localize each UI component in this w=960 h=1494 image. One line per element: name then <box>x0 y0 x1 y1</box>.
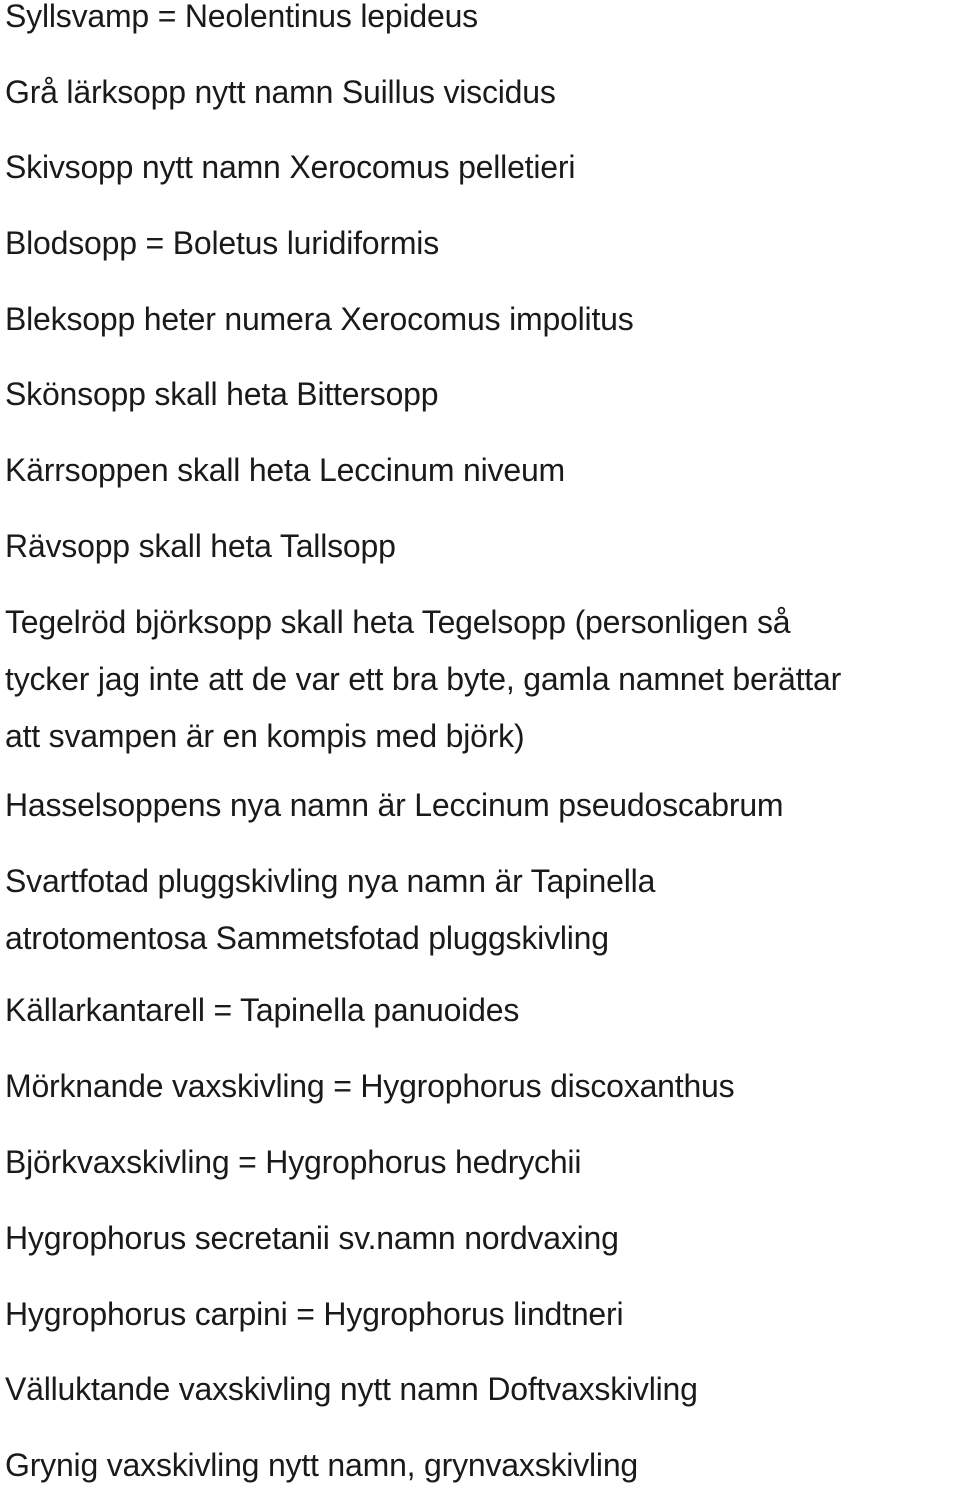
paragraph-skivsopp <box>5 139 575 196</box>
text-line: Grå lärksopp nytt namn Suillus viscidus <box>5 74 556 110</box>
text-line: Blodsopp = Boletus luridiformis <box>5 225 440 261</box>
text-line: Skivsopp nytt namn Xerocomus pelletieri <box>5 149 576 185</box>
paragraph-grynig-vaxskivling <box>5 1437 638 1494</box>
paragraph-kallarkantarell <box>5 982 519 1039</box>
paragraph-tegelrod-bjorksopp <box>5 594 841 765</box>
paragraph-gra-larksopp <box>5 64 556 121</box>
text-line: Rävsopp skall heta Tallsopp <box>5 528 396 564</box>
paragraph-syllsvamp <box>5 0 478 45</box>
paragraph-hasselsoppens <box>5 777 783 834</box>
text-line: att svampen är en kompis med björk) <box>5 718 525 754</box>
text-line: Grynig vaxskivling nytt namn, grynvaxskivling <box>5 1447 639 1483</box>
text-line: tycker jag inte att de var ett bra byte, gamla namnet berättar <box>5 661 842 697</box>
paragraph-bjorkvaxskivling <box>5 1134 581 1191</box>
paragraph-valluktande-vaxskivling <box>5 1361 698 1418</box>
paragraph-skonsopp <box>5 366 438 423</box>
paragraph-karrsoppen <box>5 442 565 499</box>
paragraph-hygrophorus-carpini <box>5 1286 623 1343</box>
text-line: Välluktande vaxskivling nytt namn Doftvaxskivling <box>5 1371 698 1407</box>
text-line: Björkvaxskivling = Hygrophorus hedrychii <box>5 1144 582 1180</box>
text-line: Kärrsoppen skall heta Leccinum niveum <box>5 452 566 488</box>
paragraph-hygrophorus-secretanii <box>5 1210 619 1267</box>
text-line: Syllsvamp = Neolentinus lepideus <box>5 0 478 34</box>
text-line: Hygrophorus carpini = Hygrophorus lindtneri <box>5 1296 624 1332</box>
text-line: atrotomentosa Sammetsfotad pluggskivling <box>5 920 609 956</box>
text-line: Källarkantarell = Tapinella panuoides <box>5 992 520 1028</box>
text-line: Tegelröd björksopp skall heta Tegelsopp (personligen så <box>5 604 791 640</box>
text-line: Bleksopp heter numera Xerocomus impolitus <box>5 301 634 337</box>
text-line: Svartfotad pluggskivling nya namn är Tapinella <box>5 863 656 899</box>
paragraph-bleksopp <box>5 291 634 348</box>
paragraph-blodsopp <box>5 215 439 272</box>
paragraph-morknande-vaxskivling <box>5 1058 734 1115</box>
text-line: Mörknande vaxskivling = Hygrophorus discoxanthus <box>5 1068 735 1104</box>
text-line: Hasselsoppens nya namn är Leccinum pseudoscabrum <box>5 787 784 823</box>
text-line: Skönsopp skall heta Bittersopp <box>5 376 439 412</box>
text-line: Hygrophorus secretanii sv.namn nordvaxing <box>5 1220 619 1256</box>
paragraph-ravsopp <box>5 518 396 575</box>
paragraph-svartfotad-pluggskivling <box>5 853 655 967</box>
